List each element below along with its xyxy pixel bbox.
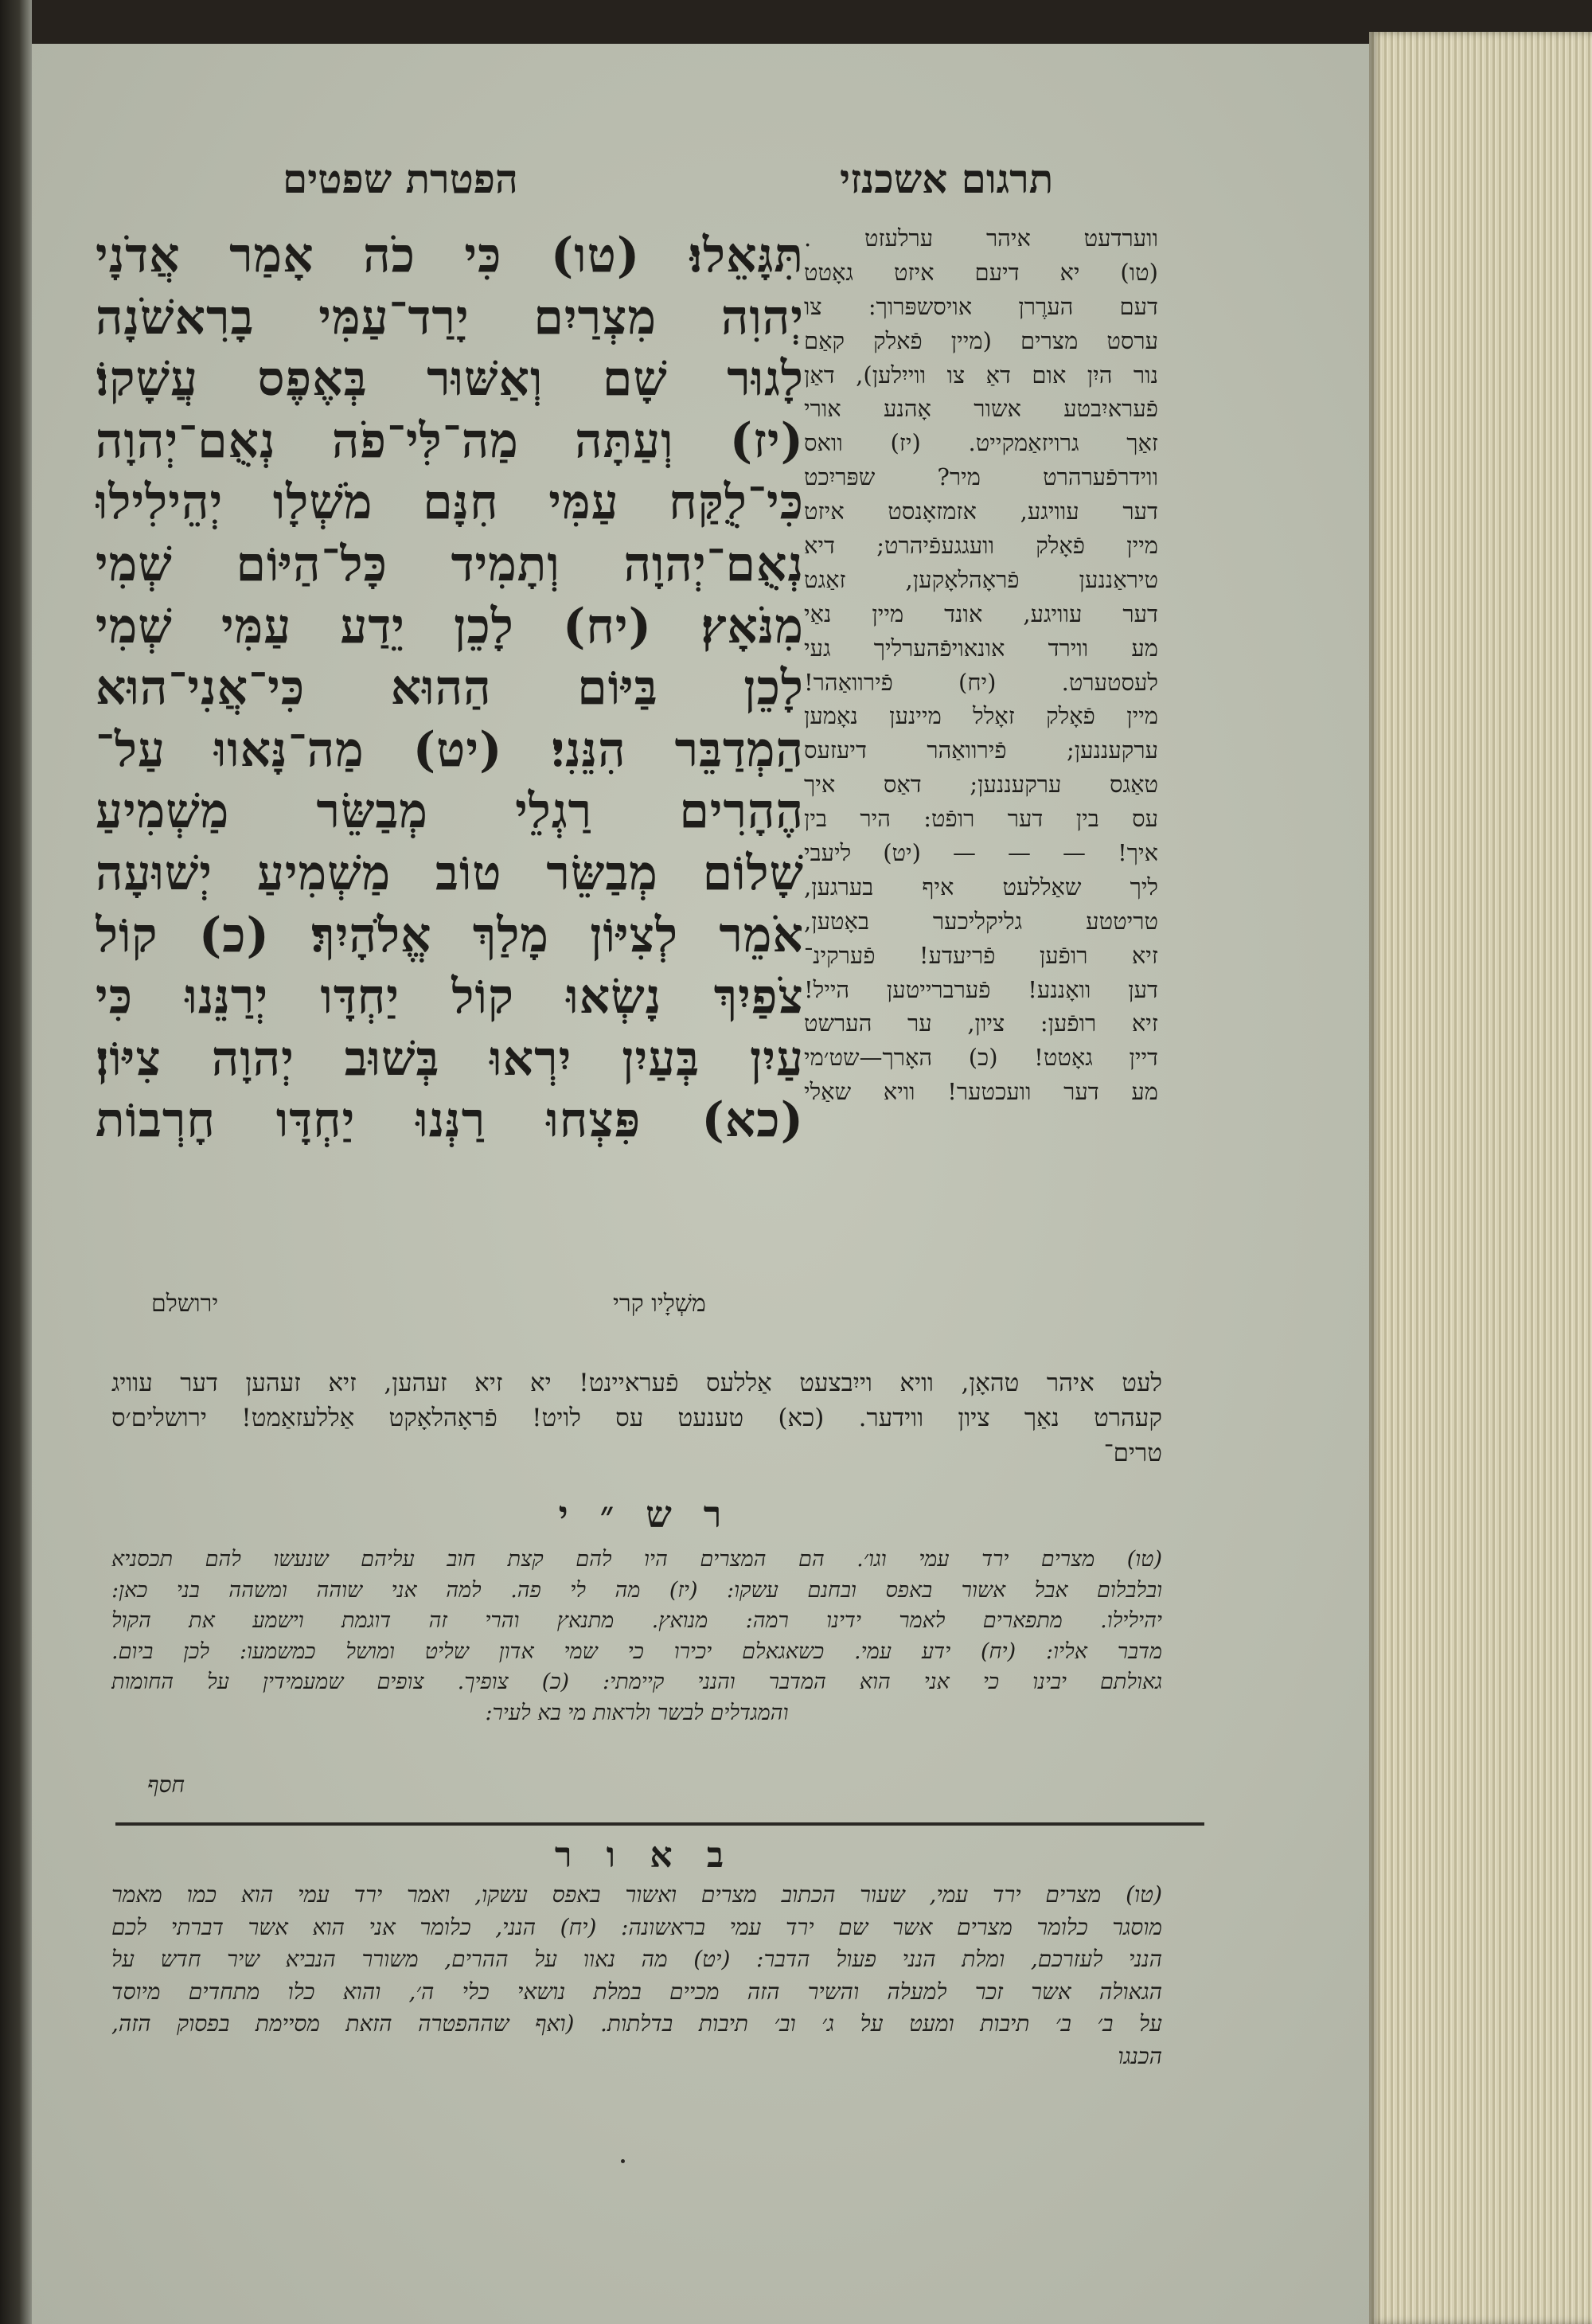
main-text-line: שָׁלוֹם מְבַשֵּׂר טוֹב מַשְׁמִיעַ יְשׁוּעָה xyxy=(96,845,804,901)
rashi-line: גאולתם יבינו כי אני הוא המדבר והנני קיימתי: (כ) צופיך. צופים שמעמידין על החומות xyxy=(111,1670,1162,1694)
yiddish-translation-column xyxy=(804,221,1158,1109)
yiddish-wide-line: קעהרט נאַך ציון ווידער. (כא) טענעט עס לויט! פֿראָהלאָקט אַללעזאַמט! ירושלים׳ס xyxy=(111,1404,1162,1432)
main-text-line: הֶהָרִים רַגְלֵי מְבַשֵּׂר מַשְׁמִיעַ xyxy=(96,783,804,840)
rashi-line: והמגדלים לבשר ולראות מי בא לעיר: xyxy=(485,1700,789,1725)
main-text-line: אֹמֵר לְצִיּוֹן מָלַךְ אֱלֹהָיִךְ׃ (כ) קוֹל xyxy=(96,907,804,963)
rashi-heading: ר ש ״ י xyxy=(558,1493,732,1536)
main-text-line: עַיִן בְּעַיִן יִרְאוּ בְּשׁוּב יְהוָה צִיּוֹן׃ xyxy=(96,1030,804,1087)
main-text-line: צֹפַיִךְ נָשְׂאוּ קוֹל יַחְדָּו יְרַנֵּנוּ כִּי xyxy=(96,969,804,1025)
yiddish-line: (טו) יא דיעם איזט גאָטט xyxy=(804,258,1158,286)
ink-speck xyxy=(621,2159,625,2163)
yiddish-line: טריטטע גליקליכער באָטען, xyxy=(804,907,1158,935)
yiddish-wide-continuation xyxy=(111,1365,1162,1471)
yiddish-line: זיא רופֿען: ציון, ער הערשט xyxy=(804,1010,1158,1037)
section-divider xyxy=(115,1822,1204,1826)
main-text-line: לָכֵן בַּיּוֹם הַהוּא כִּי־אֲנִי־הוּא xyxy=(96,660,804,717)
main-text-line: תִּגָּאֵלוּ׃ (טו) כִּי כֹה אָמַר אֲדֹנָי xyxy=(96,228,804,283)
main-text-line: יְהוִה מִצְרַיִם יָרַד־עַמִּי בָרִאשֹׁנָה xyxy=(96,289,804,346)
catchword-rashi: חסף xyxy=(147,1771,185,1798)
main-hebrew-text xyxy=(96,225,804,1152)
yiddish-line: איך! — — — (יט) ליעבי xyxy=(804,839,1158,867)
rashi-commentary xyxy=(111,1545,1162,1728)
yiddish-line: טאַגס ערקעננען; דאַס איך xyxy=(804,771,1158,799)
main-text-line: (יז) וְעַתָּה מַה־לִּי־פֹה נְאֻם־יְהוָה xyxy=(96,412,804,469)
yiddish-line: טיראַננען פֿראָהלאָקען, זאַגט xyxy=(804,565,1158,593)
book-gutter xyxy=(0,0,32,2324)
main-text-line: (כא) פִּצְחוּ רַנְּנוּ יַחְדָּו חָרְבוֹת xyxy=(96,1092,804,1149)
yiddish-line: ערסט מצרים (מיין פֿאלק קאַם xyxy=(804,326,1158,354)
biur-line: על ב׳ ב׳ תיבות ומעט על ג׳ וב׳ תיבות בדלתות. (ואף שההפטרה הזאת מסיימת בפסוק הזה, xyxy=(111,2010,1162,2037)
yiddish-wide-line: טרים־ xyxy=(1103,1439,1162,1467)
yiddish-line: דער עוויגע, אזמזאָנסט איזט xyxy=(804,498,1158,525)
main-text-line: לָגוּר שָׁם וְאַשּׁוּר בְּאֶפֶס עֲשָׁקוֹ׃ xyxy=(96,351,804,408)
yiddish-line: דיין גאָטט! (כ) האָרך—שט׳מי xyxy=(804,1044,1158,1072)
kri-note: משְׁלָיו קרי xyxy=(613,1290,706,1318)
biur-line: מוסגר כלומר מצרים אשר שם ירד עמי בראשונה: (יח) הנני, כלומר אני הוא אשר דברתי לכם xyxy=(111,1913,1162,1940)
biur-line: הכנגו xyxy=(1118,2042,1162,2069)
main-text-line: נְאֻם־יְהוָה וְתָמִיד כָּל־הַיּוֹם שְׁמִי xyxy=(96,536,804,592)
yiddish-line: דער עוויגע, אונד מיין נאַי xyxy=(804,600,1158,627)
page-edges xyxy=(1369,32,1592,2324)
biur-heading: ב א ו ר xyxy=(554,1835,736,1876)
yiddish-line: מע ווירד אונאויפֿהערליך געי xyxy=(804,634,1158,662)
running-header-haftarah: הפטרת שפטים xyxy=(283,155,518,202)
yiddish-line: ליך שאַללעט איף בערגען, xyxy=(804,873,1158,900)
rashi-line: ובלבלום אבל אשור באפס ובחנם עשקו: (יז) מה לי פה. למה אני שוהה ומשהה בני כאן: xyxy=(111,1577,1162,1603)
yiddish-line: מיין פֿאָלק וועגגעפֿיהרט; דיא xyxy=(804,532,1158,560)
yiddish-line: ווידרפֿערהרט מיר? שפּריִכט xyxy=(804,463,1158,491)
main-text-line: מִנֹּאָץ׃ (יח) לָכֵן יֵדַע עַמִּי שְׁמִי xyxy=(96,598,804,654)
yiddish-line: לעסטערט. (יח) פֿירוואַהר! xyxy=(804,668,1158,696)
yiddish-line: נור היִן אום דאַ צו ווייִלען), דאַן xyxy=(804,361,1158,389)
yiddish-line: מיין פֿאָלק זאָלל מיינען נאָמען xyxy=(804,702,1158,730)
biur-line: הגאולה אשר זכר למעלה והשיר הזה מכיים במלת נושאי כלי ה׳, והוא כלו מתחדים מיוסד xyxy=(111,1978,1162,2005)
yiddish-line: עס בין דער רופֿט: היר בין xyxy=(804,805,1158,833)
yiddish-line: פֿעראיִבטע אשור אָהנע אורי xyxy=(804,395,1158,423)
yiddish-line: ערקעננען; פֿירוואַהר דיעזעס xyxy=(804,736,1158,764)
biur-line: הנני לעזרכם, ומלת הנני פעול הדבר: (יט) מה נאוו על ההרים, משורר הנביא שיר חדש על xyxy=(111,1946,1162,1972)
yiddish-line: זאַך גרויזאַמקייט. (יז) וואס xyxy=(804,429,1158,457)
running-header-targum: תרגום אשכנזי xyxy=(840,155,1054,202)
biur-commentary xyxy=(111,1879,1162,2072)
main-text-line: הַמְדַבֵּר הִנֵּנִי׃ (יט) מַה־נָּאווּ עַל־ xyxy=(96,721,804,778)
rashi-line: יהילילו. מתפארים לאמר ידינו רמה: מנואץ. מתנאץ והרי זה דוגמת וישמע את הקול xyxy=(111,1608,1162,1633)
yiddish-line: דעם הערֶרן אויסשפּרוך: צו xyxy=(804,292,1158,320)
rashi-line: מדבר אליו: (יח) ידע עמי. כשאגאלם יכירו כי שמי אדון שליט ומושל כמשמעו: לכן ביום. xyxy=(111,1639,1162,1664)
rashi-line: (טו) מצרים ירד עמי וגו׳. הם המצרים היו להם קצת חוב עליהם שנעשו להם תכסניא xyxy=(111,1547,1162,1572)
yiddish-wide-line: לעט איהר טהאָן, וויא וייִבצעט אַללעס פֿעראיינט! יא זיא זעהען, זיא זעהען דער עוויג xyxy=(111,1369,1162,1397)
yiddish-line: דען וואָננע! פֿערברייטען הייל! xyxy=(804,975,1158,1003)
yiddish-line: מע דער ווע‌כטער! וויא שאַלי xyxy=(804,1078,1158,1106)
biur-line: (טו) מצרים ירד עמי, שעור הכתוב מצרים ואשור באפס עשקו, ואמר ירד עמי הוא כמו מאמר xyxy=(111,1881,1162,1908)
yiddish-line: ווערדעט איהר ערלעזט . xyxy=(804,225,1158,252)
yiddish-line: זיא רופֿען פֿריעדע! פֿערקינ־ xyxy=(804,941,1158,969)
catchword-main: ירושלם xyxy=(151,1290,219,1318)
main-text-line: כִּי־לֻקַּח עַמִּי חִנָּם מֹשְׁלָו יְהֵילִילוּ xyxy=(96,475,804,531)
